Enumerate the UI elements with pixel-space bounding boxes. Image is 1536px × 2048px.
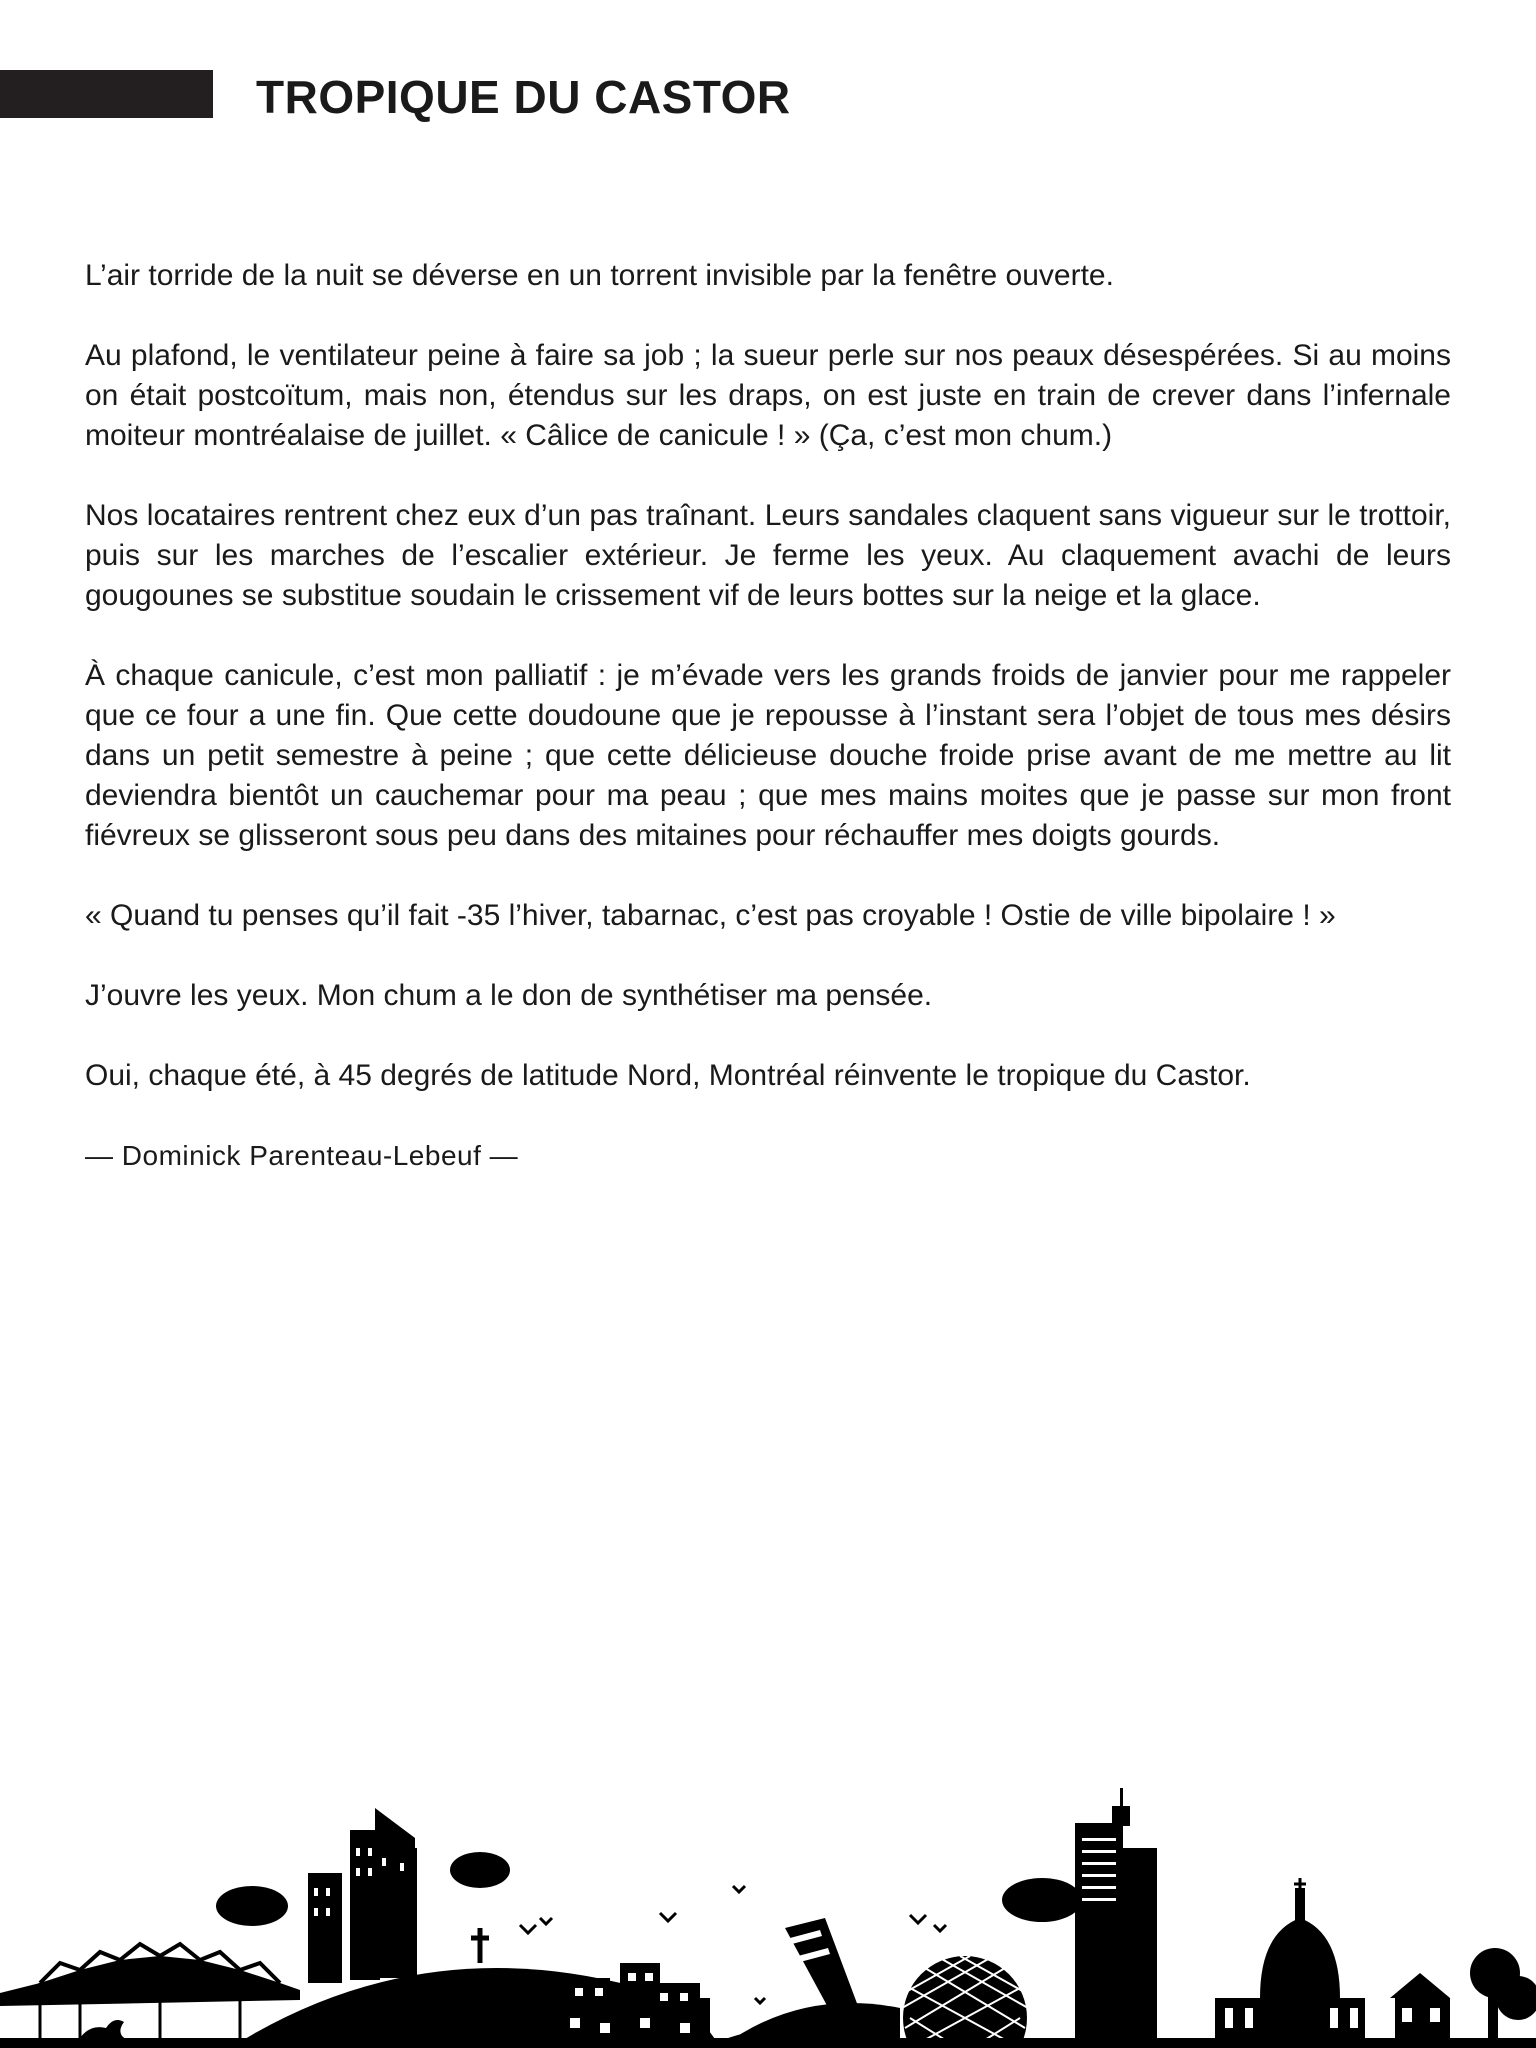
victorian-house	[1390, 1973, 1450, 2048]
olympic-stadium	[720, 1918, 900, 2048]
story-paragraph-3: Nos locataires rentrent chez eux d’un pas traînant. Leurs sandales claquent sans vigueur sur le trottoir, puis sur les marches de l’escalier extérieur. Je ferme les yeux. Au claquement avachi de leurs gougounes se substitue soudain le crissement vif de leurs bottes sur la neige et la glace.	[85, 499, 1451, 612]
oratory-dome	[1215, 1878, 1365, 2048]
author-signature: — Dominick Parenteau-Lebeuf —	[85, 1140, 519, 1171]
bridge-icon	[0, 1944, 300, 2048]
story-paragraph-2: Au plafond, le ventilateur peine à faire sa job ; la sueur perle sur nos peaux désespérées. Si au moins on était postcoïtum, mais non, étendus sur les draps, on est juste en train de crever dans l’infernale moiteur montréalaise de juillet. « Câlice de canicule ! » (Ça, c’est mon chum.)	[85, 339, 1451, 452]
story-paragraph-4: À chaque canicule, c’est mon palliatif : je m’évade vers les grands froids de janvier pour me rappeler que ce four a une fin. Que cette doudoune que je repousse à l’instant sera l’objet de tous mes désirs dans un petit semestre à peine ; que cette délicieuse douche froide prise avant de me mettre au lit deviendra bientôt un cauchemar pour ma peau ; que mes mains moites que je passe sur mon front fiévreux se glisseront sous peu dans des mitaines pour réchauffer mes doigts gourds.	[85, 659, 1451, 852]
header-accent-bar	[0, 70, 213, 118]
story-paragraph-6: J’ouvre les yeux. Mon chum a le don de synthétiser ma pensée.	[85, 979, 933, 1012]
story-paragraph-1: L’air torride de la nuit se déverse en un torrent invisible par la fenêtre ouverte.	[85, 259, 1114, 292]
story-body	[85, 256, 1451, 1216]
biosphere	[902, 1956, 1028, 2048]
story-paragraph-7: Oui, chaque été, à 45 degrés de latitude Nord, Montréal réinvente le tropique du Castor.	[85, 1059, 1251, 1092]
story-paragraph-5: « Quand tu penses qu’il fait -35 l’hiver, tabarnac, c’est pas croyable ! Ostie de ville bipolaire ! »	[85, 899, 1336, 932]
cloud-icon	[216, 1886, 288, 1926]
montreal-skyline-illustration	[0, 1738, 1536, 2048]
page-title: TROPIQUE DU CASTOR	[256, 71, 791, 123]
cross-icon	[471, 1928, 489, 1963]
